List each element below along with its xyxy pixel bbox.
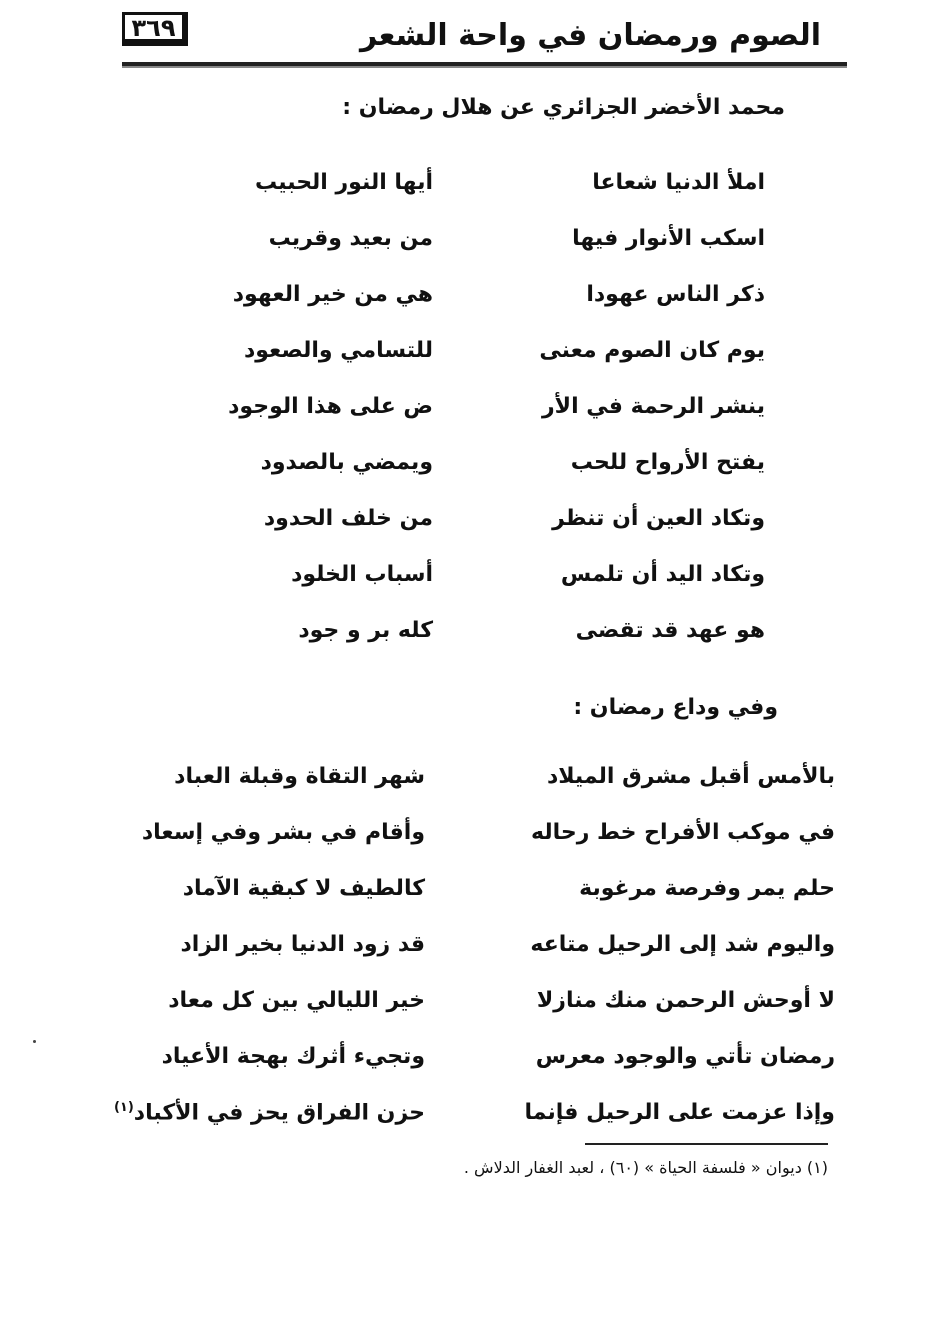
- poem2-verse-right: رمضان تأتي والوجود معرس: [535, 1044, 835, 1069]
- page-number: ٣٦٩: [122, 12, 188, 46]
- poem2-verse-left: قد زود الدنيا بخير الزاد: [180, 932, 425, 957]
- poem2-verse-left: كالطيف لا كبقية الآماد: [182, 876, 425, 901]
- poem2-heading: وفي وداع رمضان :: [573, 695, 778, 720]
- scan-speck: [33, 1040, 36, 1043]
- footnote-marker: (١): [113, 1100, 134, 1115]
- poem2-verse-right: بالأمس أقبل مشرق الميلاد: [546, 764, 835, 789]
- poem1-verse-right: هو عهد قد تقضى: [575, 618, 765, 643]
- poem1-verse-left: كله بر و جود: [298, 618, 433, 643]
- poem2-verse-right: وإذا عزمت على الرحيل فإنما: [524, 1100, 835, 1125]
- poem1-verse-left: هي من خير العهود: [232, 282, 433, 307]
- poem1-verse-right: ينشر الرحمة في الأر: [542, 394, 765, 419]
- poem2-verse-left: وأقام في بشر وفي إسعاد: [141, 820, 425, 845]
- poem1-verse-right: وتكاد اليد أن تلمس: [560, 562, 765, 587]
- poem1-verse-left: أسباب الخلود: [291, 562, 433, 587]
- footnote-rule: [585, 1143, 828, 1145]
- poem1-verse-right: يفتح الأرواح للحب: [570, 450, 765, 475]
- poem1-verse-left: من بعيد وقريب: [268, 226, 433, 251]
- poem2-verse-right: في موكب الأفراح خط رحاله: [530, 820, 835, 845]
- poem2-verse-left-text: حزن الفراق يحز في الأكباد: [133, 1100, 425, 1126]
- poem2-verse-right: لا أوحش الرحمن منك منازلا: [536, 988, 835, 1013]
- poem2-verse-left: خير الليالي بين كل معاد: [168, 988, 425, 1013]
- footnote: (١) ديوان « فلسفة الحياة » (٦٠) ، لعبد الغفار الدلاش .: [463, 1158, 828, 1177]
- poem2-verse-left: [114, 1100, 425, 1125]
- poem1-verse-left: أيها النور الحبيب: [254, 170, 433, 195]
- poem1-verse-right: وتكاد العين أن تنظر: [552, 506, 765, 531]
- poem1-verse-left: ض على هذا الوجود: [228, 394, 433, 419]
- poem2-verse-left: وتجيء أثرك بهجة الأعياد: [161, 1044, 425, 1069]
- poem2-verse-left: شهر التقاة وقبلة العباد: [174, 764, 425, 789]
- poem1-verse-left: من خلف الحدود: [263, 506, 433, 531]
- poem2-verse-right: حلم يمر وفرصة مرغوبة: [579, 876, 835, 901]
- poem1-verse-right: يوم كان الصوم معنى: [539, 338, 765, 363]
- poem1-verse-right: ذكر الناس عهودا: [586, 282, 765, 307]
- poem1-verse-left: للتسامي والصعود: [243, 338, 433, 363]
- poem1-verse-left: ويمضي بالصدود: [260, 450, 433, 475]
- header-rule: [122, 62, 847, 68]
- poem1-verse-right: املأ الدنيا شعاعا: [592, 170, 765, 195]
- poem1-heading: محمد الأخضر الجزائري عن هلال رمضان :: [342, 95, 785, 120]
- running-title: الصوم ورمضان في واحة الشعر: [359, 18, 821, 53]
- poem1-verse-right: اسكب الأنوار فيها: [572, 226, 765, 251]
- poem2-verse-right: واليوم شد إلى الرحيل متاعه: [530, 932, 835, 957]
